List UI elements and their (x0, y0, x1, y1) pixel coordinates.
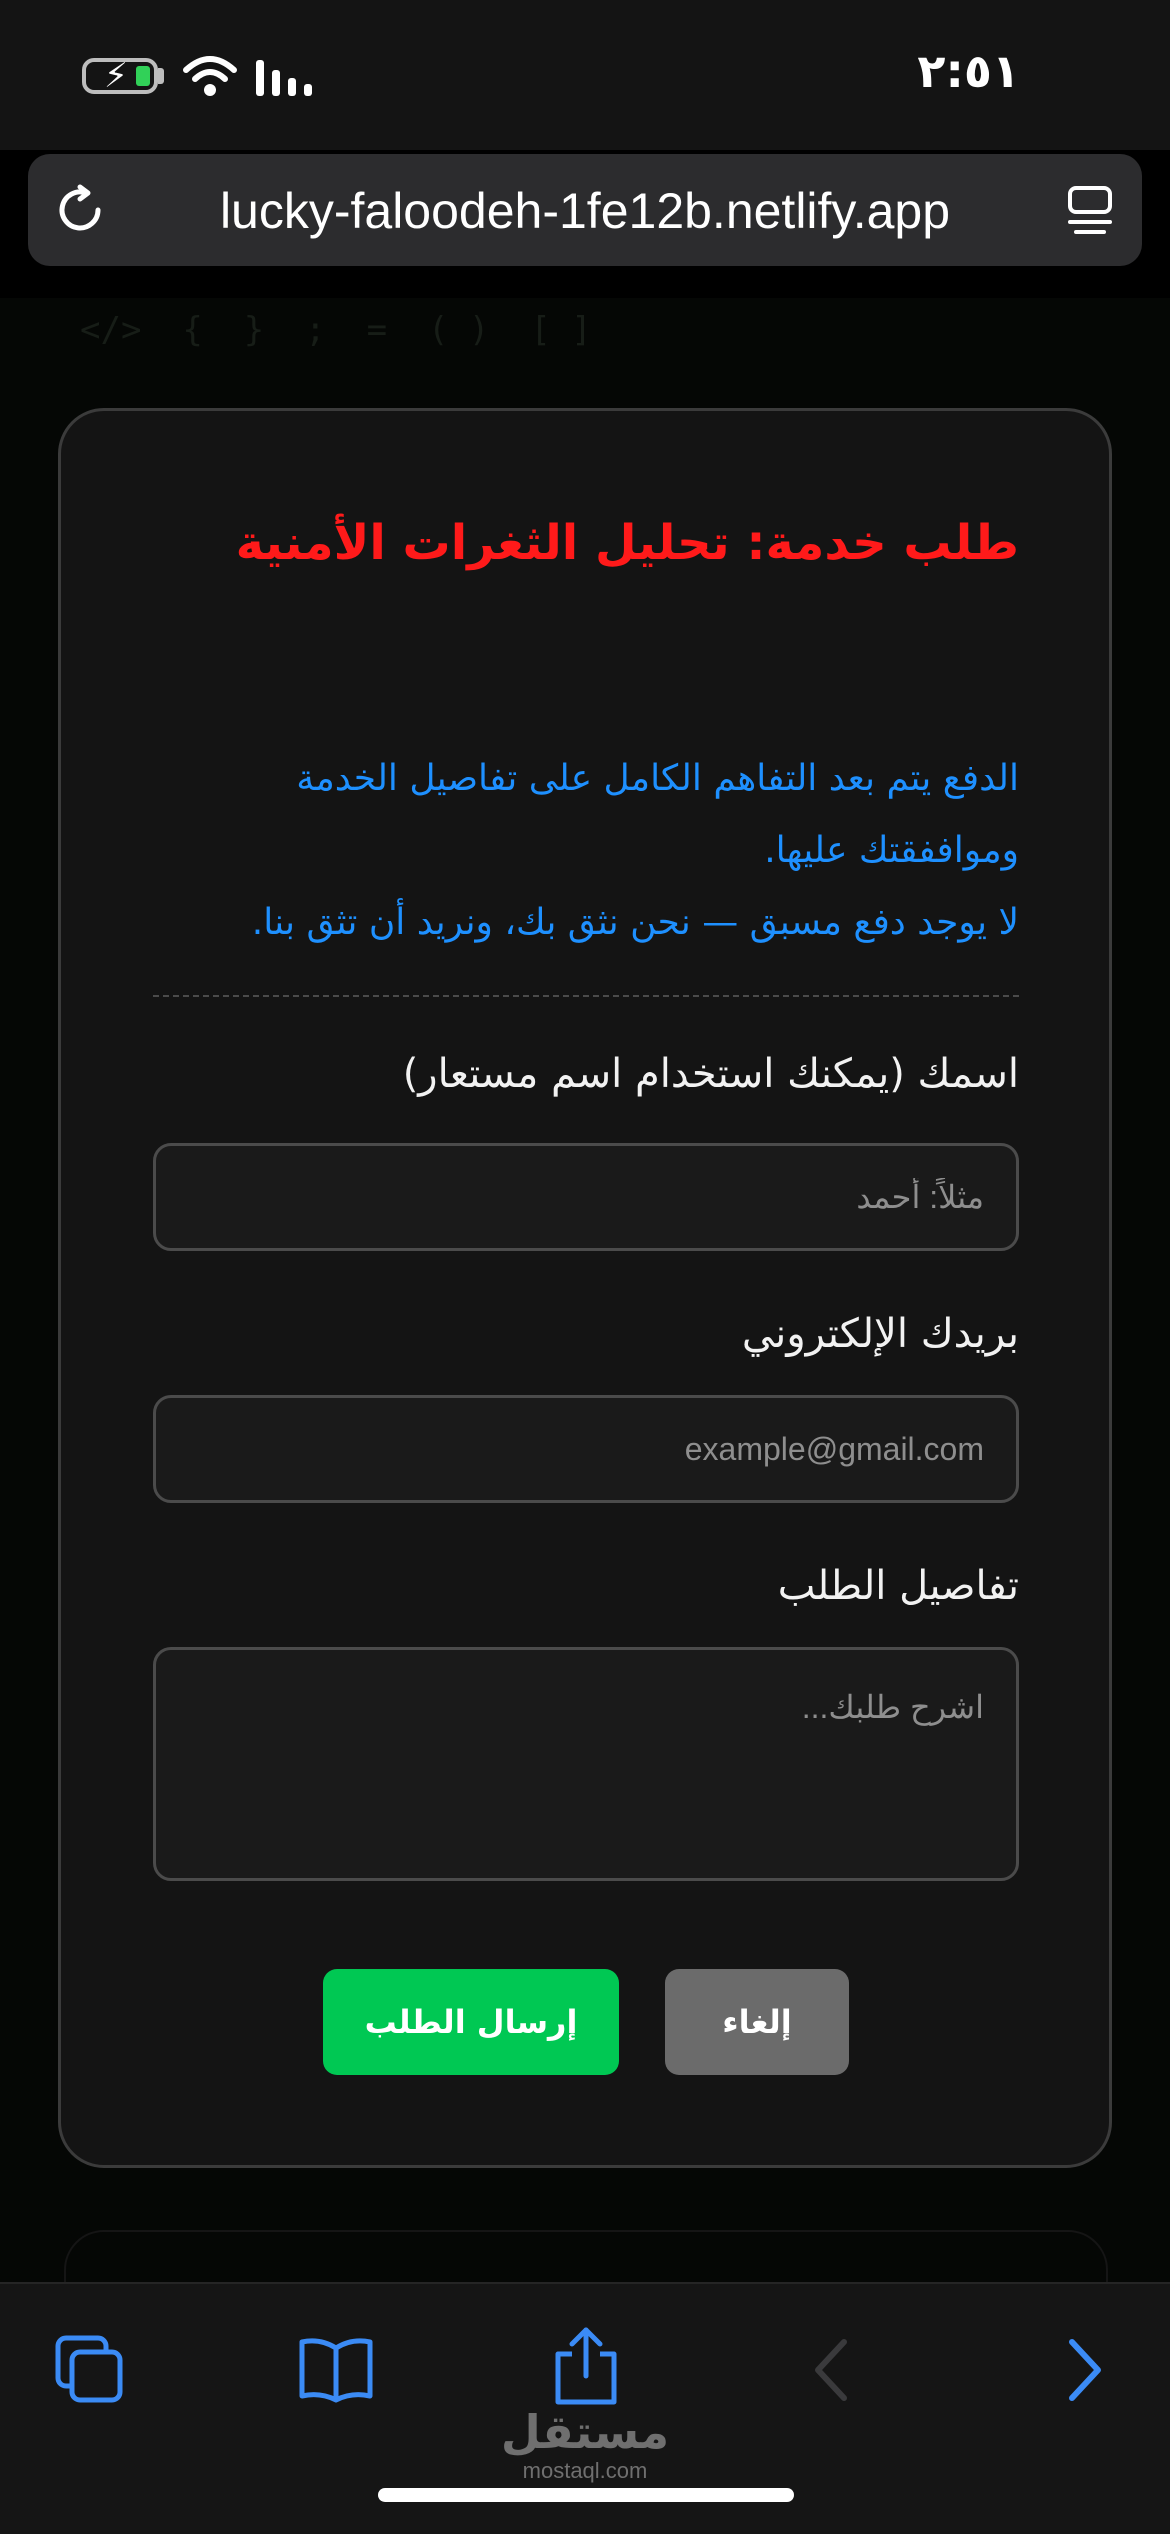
forward-icon[interactable] (1060, 2332, 1110, 2408)
battery-charging-icon: ⚡ (82, 58, 158, 94)
background-decoration: </> { } ; = ( ) [ ] (80, 310, 592, 350)
reload-icon[interactable] (48, 178, 112, 242)
email-input[interactable] (156, 1398, 1016, 1500)
tabs-icon[interactable] (52, 2332, 128, 2408)
cancel-button[interactable]: إلغاء (665, 1969, 849, 2075)
submit-button[interactable]: إرسال الطلب (323, 1969, 619, 2075)
name-label: اسمك (يمكنك استخدام اسم مستعار) (402, 1051, 1019, 1097)
payment-info-line-1: الدفع يتم بعد التفاهم الكامل على تفاصيل الخدمة ومواففقتك عليها. (296, 758, 1019, 871)
battery-cap (158, 68, 164, 84)
name-field-box (153, 1143, 1019, 1251)
watermark-english: mostaql.com (522, 2458, 648, 2483)
back-icon[interactable] (806, 2332, 856, 2408)
address-bar[interactable] (28, 154, 1142, 266)
watermark-arabic: مستقل (500, 2405, 670, 2459)
status-bar (0, 0, 1170, 150)
home-indicator[interactable] (378, 2488, 794, 2502)
details-textarea[interactable] (156, 1650, 1016, 1878)
payment-info-line-2: لا يوجد دفع مسبق — نحن نثق بك، ونريد أن تثق بنا. (251, 902, 1019, 943)
wifi-icon (182, 54, 238, 98)
details-label: تفاصيل الطلب (777, 1563, 1019, 1609)
service-request-modal (58, 408, 1112, 2168)
details-field-box (153, 1647, 1019, 1881)
url-text[interactable]: lucky-faloodeh-1fe12b.netlify.app (219, 183, 951, 239)
mostaql-watermark (0, 2406, 1170, 2484)
share-icon[interactable] (548, 2324, 624, 2408)
modal-title: طلب خدمة: تحليل الثغرات الأمنية (235, 515, 1019, 571)
email-field-box (153, 1395, 1019, 1503)
email-label: بريدك الإلكتروني (741, 1311, 1019, 1357)
reader-icon[interactable] (1062, 182, 1118, 238)
name-input[interactable] (156, 1146, 1016, 1248)
cellular-signal-icon (254, 58, 314, 98)
payment-info (151, 743, 1019, 959)
status-time: ٢:٥١ (917, 44, 1020, 98)
bookmarks-icon[interactable] (296, 2332, 376, 2408)
dashed-divider (153, 995, 1019, 997)
